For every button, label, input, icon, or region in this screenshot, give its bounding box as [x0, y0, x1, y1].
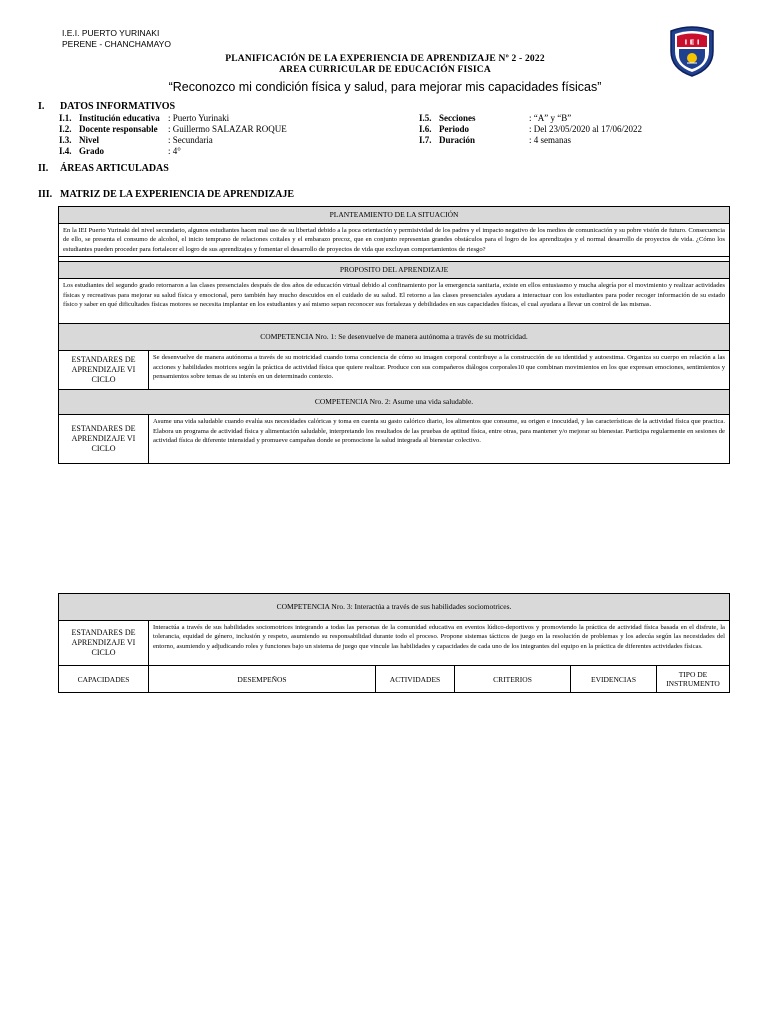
info-row [59, 146, 181, 156]
competencia-1-standard: Se desenvuelve de manera autónoma a través de su motricidad cuando toma conciencia de cómo su imagen corporal contribuye a la construcción de su identidad y autoestima. Organiza su cuerpo en relación a las acciones y habilidades motrices según la práctica de actividad física que quiere realizar. Produce con sus compañeros diálogos corporales10 que combinan movimientos en los que expresan emociones, sentimientos y pensamientos sobre temas de su interés en un determinado contexto. [149, 351, 730, 390]
section-number: II. [38, 163, 49, 174]
estandares-label: ESTANDARES DE APRENDIZAJE VI CICLO [59, 351, 149, 390]
column-header: CRITERIOS [455, 666, 571, 693]
info-label: Docente responsable [79, 124, 158, 134]
info-value: : Guillermo SALAZAR ROQUE [168, 124, 287, 134]
info-label: Duración [439, 135, 475, 145]
table-row [59, 666, 730, 693]
proposito-header: PROPOSITO DEL APRENDIZAJE [59, 262, 730, 279]
info-row [419, 124, 642, 134]
competencia-3-header: COMPETENCIA Nro. 3: Interactúa a través de sus habilidades sociomotrices. [59, 594, 730, 621]
column-header: DESEMPEÑOS [149, 666, 376, 693]
info-value: : Del 23/05/2020 al 17/06/2022 [529, 124, 642, 134]
proposito-text: Los estudiantes del segundo grado retornaron a las clases presenciales después de dos años de educación virtual debido al confinamiento por la emergencia sanitaria, existe en ellos entusiasmo y mucha alegría por el movimiento y realizar actividades físicas y recreativas para mejorar su salud física y emocional, pero también hay mucho descuidos en el cuidado de su salud. El retorno a las clases presenciales ayudara a interactuar con los estudiantes para poder recoger información de su estado físico y saber en qué dificultades físicas motores se necesita implantar en los estudiantes y así mismo sepan reconocer sus fortalezas y debilidades en sus capacidades físicas, el cual ayudara a llevar un control de las mismas. [59, 279, 730, 324]
info-key: I.4. [59, 146, 72, 156]
info-row [59, 113, 230, 123]
info-row [419, 135, 571, 145]
info-value: : 4 semanas [529, 135, 571, 145]
estandares-label: ESTANDARES DE APRENDIZAJE VI CICLO [59, 621, 149, 666]
info-key: I.3. [59, 135, 72, 145]
school-location: PERENE - CHANCHAMAYO [62, 39, 171, 49]
section-areas-articuladas [38, 163, 169, 174]
section-number: I. [38, 101, 45, 112]
table-row [59, 415, 730, 464]
section-title: MATRIZ DE LA EXPERIENCIA DE APRENDIZAJE [60, 189, 295, 200]
competencia-1-header: COMPETENCIA Nro. 1: Se desenvuelve de manera autónoma a través de su motricidad. [59, 324, 730, 351]
matrix-table-page2 [58, 593, 730, 693]
info-label: Periodo [439, 124, 469, 134]
column-header: ACTIVIDADES [376, 666, 455, 693]
table-row [59, 594, 730, 621]
table-row [59, 279, 730, 324]
info-label: Secciones [439, 113, 476, 123]
table-row [59, 621, 730, 666]
area-title: AREA CURRICULAR DE EDUCACIÓN FISICA [279, 65, 491, 75]
info-key: I.5. [419, 113, 432, 123]
school-name-block [62, 28, 171, 50]
svg-text:I E I: I E I [684, 38, 700, 47]
section-title: DATOS INFORMATIVOS [60, 101, 176, 112]
situacion-header: PLANTEAMIENTO DE LA SITUACIÓN [59, 207, 730, 224]
info-key: I.1. [59, 113, 72, 123]
info-key: I.6. [419, 124, 432, 134]
table-row [59, 262, 730, 279]
table-row [59, 224, 730, 257]
info-value: : “A” y “B” [529, 113, 572, 123]
info-key: I.2. [59, 124, 72, 134]
table-row [59, 351, 730, 390]
info-row [59, 135, 213, 145]
info-key: I.7. [419, 135, 432, 145]
experience-subtitle: “Reconozco mi condición física y salud, para mejorar mis capacidades físicas” [168, 80, 602, 94]
column-header: CAPACIDADES [59, 666, 149, 693]
situacion-text: En la IEI Puerto Yurinaki del nivel secundario, algunos estudiantes hacen mal uso de su libertad debido a la poca orientación y permisividad de los padres y el impacto negativo de los medios de comunicación y su pobre visión de futuro. Consecuencia de ello, se presenta el consumo de alcohol, el inicio temprano de relaciones coitales y el embarazo precoz, que en conjunto representan grandes obstáculos para el logro de los aprendizajes y el normal desarrollo de proyectos de vida. ¿Cómo los estudiantes pueden proceder para fortalecer el logro de sus aprendizajes y fomentar el desarrollo de proyectos de vida que excluyan comportamientos de riesgo? [59, 224, 730, 257]
info-value: : Puerto Yurinaki [168, 113, 230, 123]
column-header: TIPO DE INSTRUMENTO [657, 666, 730, 693]
document-title: PLANIFICACIÓN DE LA EXPERIENCIA DE APRENDIZAJE Nº 2 - 2022 [225, 54, 545, 64]
section-title: ÁREAS ARTICULADAS [60, 163, 169, 174]
school-name: I.E.I. PUERTO YURINAKI [62, 28, 160, 38]
info-label: Institución educativa [79, 113, 160, 123]
competencia-2-standard: Asume una vida saludable cuando evalúa sus necesidades calóricas y toma en cuenta su gasto calórico diario, los alimentos que consume, su origen e inocuidad, y las características de la actividad física que practica. Elabora un programa de actividad física y alimentación saludable, interpretando los resultados de las pruebas de aptitud física, entre otras, para mantener y/o mejorar su bienestar. Participa regularmente en sesiones de actividad física de diferente intensidad y promueve campañas donde se promocione la salud integrada al bienestar colectivo. [149, 415, 730, 464]
info-value: : 4° [168, 146, 181, 156]
info-label: Grado [79, 146, 105, 156]
column-header: EVIDENCIAS [571, 666, 657, 693]
competencia-3-standard: Interactúa a través de sus habilidades sociomotrices integrando a todas las personas de la comunidad educativa en eventos lúdico-deportivos y promoviendo la práctica de actividad física basada en el disfrute, la tolerancia, equidad de género, inclusión y respeto, asumiendo su responsabilidad durante todo el proceso. Propone sistemas tácticos de juego en la resolución de problemas y los adecúa según las necesidades del entorno, asumiendo y adjudicando roles y funciones bajo un sistema de juego que vincule las habilidades y capacidades de cada uno de los integrantes del equipo en la práctica de diferentes actividades físicas. [149, 621, 730, 666]
table-row [59, 207, 730, 224]
section-datos-informativos [38, 101, 175, 112]
table-row [59, 390, 730, 415]
section-number: III. [38, 189, 53, 200]
school-crest-logo [667, 25, 717, 77]
table-row [59, 324, 730, 351]
estandares-label: ESTANDARES DE APRENDIZAJE VI CICLO [59, 415, 149, 464]
competencia-2-header: COMPETENCIA Nro. 2: Asume una vida saludable. [59, 390, 730, 415]
info-row [59, 124, 287, 134]
info-label: Nivel [79, 135, 99, 145]
info-value: : Secundaria [168, 135, 213, 145]
info-row [419, 113, 572, 123]
section-matriz [38, 189, 294, 200]
matrix-table-page1 [58, 206, 730, 464]
